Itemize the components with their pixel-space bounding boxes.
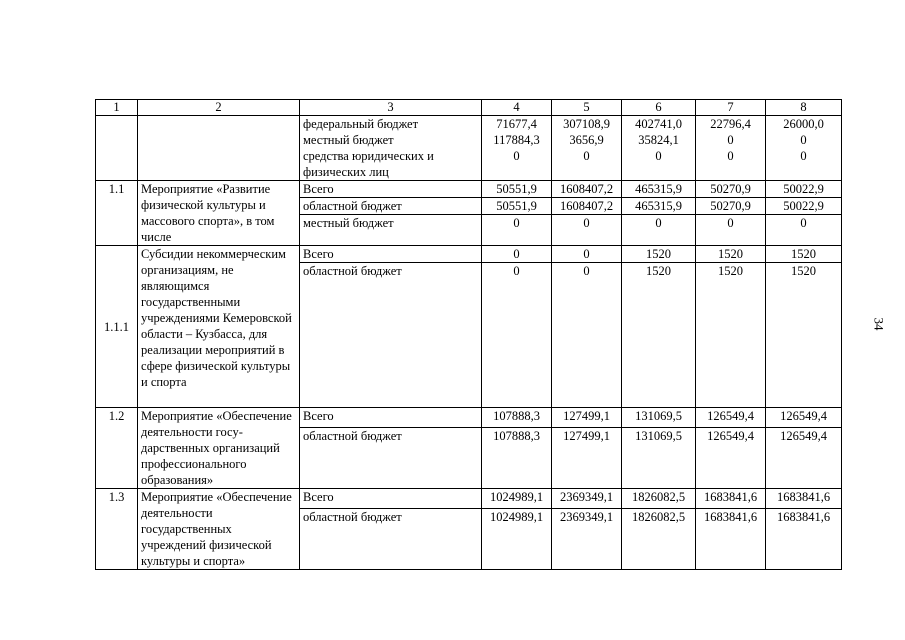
value-cell: 307108,9 3656,9 0 [552, 116, 622, 181]
value-cell: 1608407,2 [552, 181, 622, 198]
header-cell: 6 [622, 100, 696, 116]
table-row [96, 408, 842, 428]
funding-source: Всего [300, 408, 482, 428]
value-cell: 107888,3 [482, 408, 552, 428]
value-cell: 126549,4 [696, 408, 766, 428]
funding-source: областной бюджет [300, 263, 482, 408]
item-number: 1.2 [96, 408, 138, 489]
value-cell: 1024989,1 [482, 509, 552, 570]
value-cell: 2369349,1 [552, 489, 622, 509]
value-cell: 126549,4 [696, 428, 766, 489]
value-cell: 0 [552, 215, 622, 246]
funding-source: Всего [300, 489, 482, 509]
item-number: 1.3 [96, 489, 138, 570]
value-cell: 1520 [766, 246, 842, 263]
value-cell: 107888,3 [482, 428, 552, 489]
value-cell: 0 [482, 215, 552, 246]
value-cell: 50270,9 [696, 181, 766, 198]
value-cell: 1520 [766, 263, 842, 408]
header-cell: 1 [96, 100, 138, 116]
value-cell: 50551,9 [482, 181, 552, 198]
value-cell: 465315,9 [622, 181, 696, 198]
value-cell: 1608407,2 [552, 198, 622, 215]
table-row [96, 116, 842, 181]
funding-source: Всего [300, 246, 482, 263]
table-row [96, 181, 842, 198]
header-cell: 5 [552, 100, 622, 116]
value-cell: 1520 [696, 246, 766, 263]
value-cell: 0 [482, 246, 552, 263]
value-cell: 50022,9 [766, 181, 842, 198]
funding-source: областной бюджет [300, 428, 482, 489]
value-cell: 1520 [696, 263, 766, 408]
value-cell: 1520 [622, 263, 696, 408]
value-cell: 71677,4 117884,3 0 [482, 116, 552, 181]
value-cell: 1683841,6 [696, 509, 766, 570]
value-cell: 1520 [622, 246, 696, 263]
header-row [96, 100, 842, 116]
value-cell: 22796,4 0 0 [696, 116, 766, 181]
header-cell: 8 [766, 100, 842, 116]
value-cell: 0 [552, 246, 622, 263]
value-cell: 402741,0 35824,1 0 [622, 116, 696, 181]
value-cell: 1683841,6 [766, 489, 842, 509]
value-cell: 131069,5 [622, 428, 696, 489]
value-cell: 127499,1 [552, 428, 622, 489]
value-cell: 1683841,6 [696, 489, 766, 509]
value-cell: 126549,4 [766, 428, 842, 489]
table-row [96, 246, 842, 263]
value-cell: 0 [766, 215, 842, 246]
value-cell: 126549,4 [766, 408, 842, 428]
value-cell: 1683841,6 [766, 509, 842, 570]
table-row [96, 489, 842, 509]
header-cell: 3 [300, 100, 482, 116]
value-cell: 131069,5 [622, 408, 696, 428]
funding-source: Всего [300, 181, 482, 198]
item-name: Мероприятие «Обеспечение деятельности государственных организаций профессионального образования» [138, 408, 300, 489]
header-cell: 7 [696, 100, 766, 116]
header-cell: 2 [138, 100, 300, 116]
value-cell: 50551,9 [482, 198, 552, 215]
value-cell: 1826082,5 [622, 489, 696, 509]
item-name: Мероприятие «Обеспечение деятельности государственных учреждений физической культуры и спорта» [138, 489, 300, 570]
value-cell: 50270,9 [696, 198, 766, 215]
funding-source: областной бюджет [300, 509, 482, 570]
value-cell: 1024989,1 [482, 489, 552, 509]
value-cell: 0 [696, 215, 766, 246]
item-number: 1.1.1 [96, 246, 138, 408]
funding-source: областной бюджет [300, 198, 482, 215]
value-cell: 127499,1 [552, 408, 622, 428]
value-cell: 465315,9 [622, 198, 696, 215]
value-cell: 26000,0 0 0 [766, 116, 842, 181]
budget-table [95, 99, 842, 570]
item-number: 1.1 [96, 181, 138, 246]
header-cell: 4 [482, 100, 552, 116]
page-number: 34 [871, 317, 887, 331]
value-cell: 0 [622, 215, 696, 246]
item-name: Мероприятие «Развитие физической культуры и массового спорта», в том числе [138, 181, 300, 246]
value-cell: 2369349,1 [552, 509, 622, 570]
value-cell: 0 [482, 263, 552, 408]
funding-sources: федеральный бюджет местный бюджет средства юридических и физических лиц [300, 116, 482, 181]
value-cell: 0 [552, 263, 622, 408]
value-cell: 50022,9 [766, 198, 842, 215]
funding-source: местный бюджет [300, 215, 482, 246]
item-name: Субсидии некоммерческим организациям, не являющимся государственными учреждениями Кемеровской области – Кузбасса, для реализации мероприятий в сфере физической культуры и спорта [138, 246, 300, 408]
value-cell: 1826082,5 [622, 509, 696, 570]
